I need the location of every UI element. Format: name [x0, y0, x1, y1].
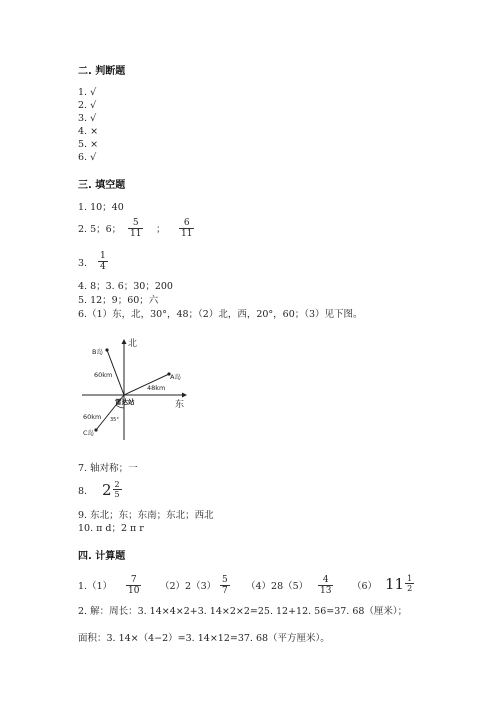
- distance-label-c: 60km: [83, 413, 102, 421]
- judgement-item-1: 1. √: [78, 87, 97, 98]
- judgement-item-5: 5. ×: [78, 139, 99, 150]
- calc-item-1-prefix: 1.（1）: [78, 581, 113, 592]
- fill-item-2-prefix: 2. 5；6；: [78, 224, 122, 235]
- fraction-numerator: 4: [322, 575, 329, 585]
- c-island-point: [94, 428, 97, 431]
- fraction-numerator: 1: [407, 574, 413, 583]
- angle-label: 35°: [110, 417, 119, 423]
- calc-item-1-part-d: （4）28（5）: [246, 581, 309, 592]
- a-island-label: A岛: [170, 373, 181, 381]
- fill-item-3-fraction: [98, 251, 108, 272]
- fraction-denominator: 11: [181, 229, 193, 239]
- radar-station-label: 雷达站: [115, 398, 135, 406]
- north-arrow-icon: [122, 339, 127, 344]
- fraction-numerator: 1: [100, 251, 106, 261]
- fraction-denominator: 10: [128, 586, 140, 596]
- section-title-judgement: 二. 判断题: [78, 66, 126, 77]
- fill-item-1: 1. 10；40: [78, 202, 124, 213]
- calc-item-1-fraction-c: [220, 575, 230, 596]
- fill-item-3-prefix: 3.: [78, 258, 88, 269]
- calc-item-1-mixed-number: [385, 574, 414, 593]
- mixed-whole: 2: [102, 480, 112, 499]
- fill-item-2-fraction-2: [179, 218, 194, 239]
- fill-item-10: 10. π d；2 π r: [78, 523, 144, 534]
- fraction-denominator: 5: [114, 490, 120, 499]
- calc-item-1-fraction-e: [318, 575, 333, 596]
- section-title-calculation: 四. 计算题: [78, 551, 126, 562]
- calc-item-1-fraction-a: [126, 575, 141, 596]
- judgement-item-6: 6. √: [78, 152, 97, 163]
- distance-label-b: 60km: [94, 371, 113, 379]
- east-label: 东: [175, 400, 185, 410]
- calc-item-3: 面积：3. 14×（4−2）=3. 14×12=37. 68（平方厘米）。: [78, 633, 330, 644]
- fill-item-4: 4. 8；3. 6；30；200: [78, 281, 173, 292]
- north-label: 北: [128, 339, 138, 349]
- section-title-fill-blank: 三. 填空题: [78, 180, 126, 191]
- fill-item-2-fraction-1: [128, 218, 143, 239]
- distance-label-a: 48km: [147, 384, 166, 392]
- calc-item-2: 2. 解：周长：3. 14×4×2+3. 14×2×2=25. 12+12. 56=37. 68（厘米）；: [78, 606, 408, 617]
- fill-item-7: 7. 轴对称；一: [78, 463, 138, 474]
- b-island-label: B岛: [92, 348, 103, 356]
- c-island-label: C岛: [83, 429, 95, 437]
- fraction-denominator: 7: [222, 586, 228, 596]
- fraction-denominator: 13: [320, 586, 332, 596]
- radar-station-diagram: [78, 336, 193, 444]
- fraction-denominator: 4: [100, 262, 106, 272]
- fraction-numerator: 5: [132, 218, 139, 228]
- calc-item-1-part-b: （2）2（3）: [160, 581, 217, 592]
- fill-item-5: 5. 12；9；60；六: [78, 295, 159, 306]
- east-arrow-icon: [182, 393, 187, 398]
- fill-item-9: 9. 东北；东；东南；东北；西北: [78, 510, 214, 521]
- fraction-denominator: 2: [407, 584, 413, 593]
- mixed-fraction: [113, 480, 122, 499]
- calc-item-1-part-f: （6）: [352, 581, 378, 592]
- mixed-fraction: [405, 574, 414, 593]
- fill-item-8-prefix: 8.: [78, 486, 88, 497]
- fill-item-8-mixed-number: [102, 480, 122, 499]
- judgement-item-2: 2. √: [78, 100, 97, 111]
- b-island-point: [105, 348, 108, 351]
- judgement-item-3: 3. √: [78, 113, 97, 124]
- fraction-denominator: 11: [130, 229, 142, 239]
- fill-item-6: 6.（1）东，北，30°，48；（2）北，西，20°，60；（3）见下图。: [78, 309, 363, 320]
- fraction-numerator: 6: [183, 218, 190, 228]
- fraction-numerator: 5: [222, 575, 228, 585]
- fill-item-2-separator: ；: [156, 224, 166, 235]
- fraction-numerator: 2: [114, 480, 120, 489]
- judgement-item-4: 4. ×: [78, 126, 99, 137]
- fraction-numerator: 7: [130, 575, 137, 585]
- mixed-whole: 11: [385, 574, 405, 593]
